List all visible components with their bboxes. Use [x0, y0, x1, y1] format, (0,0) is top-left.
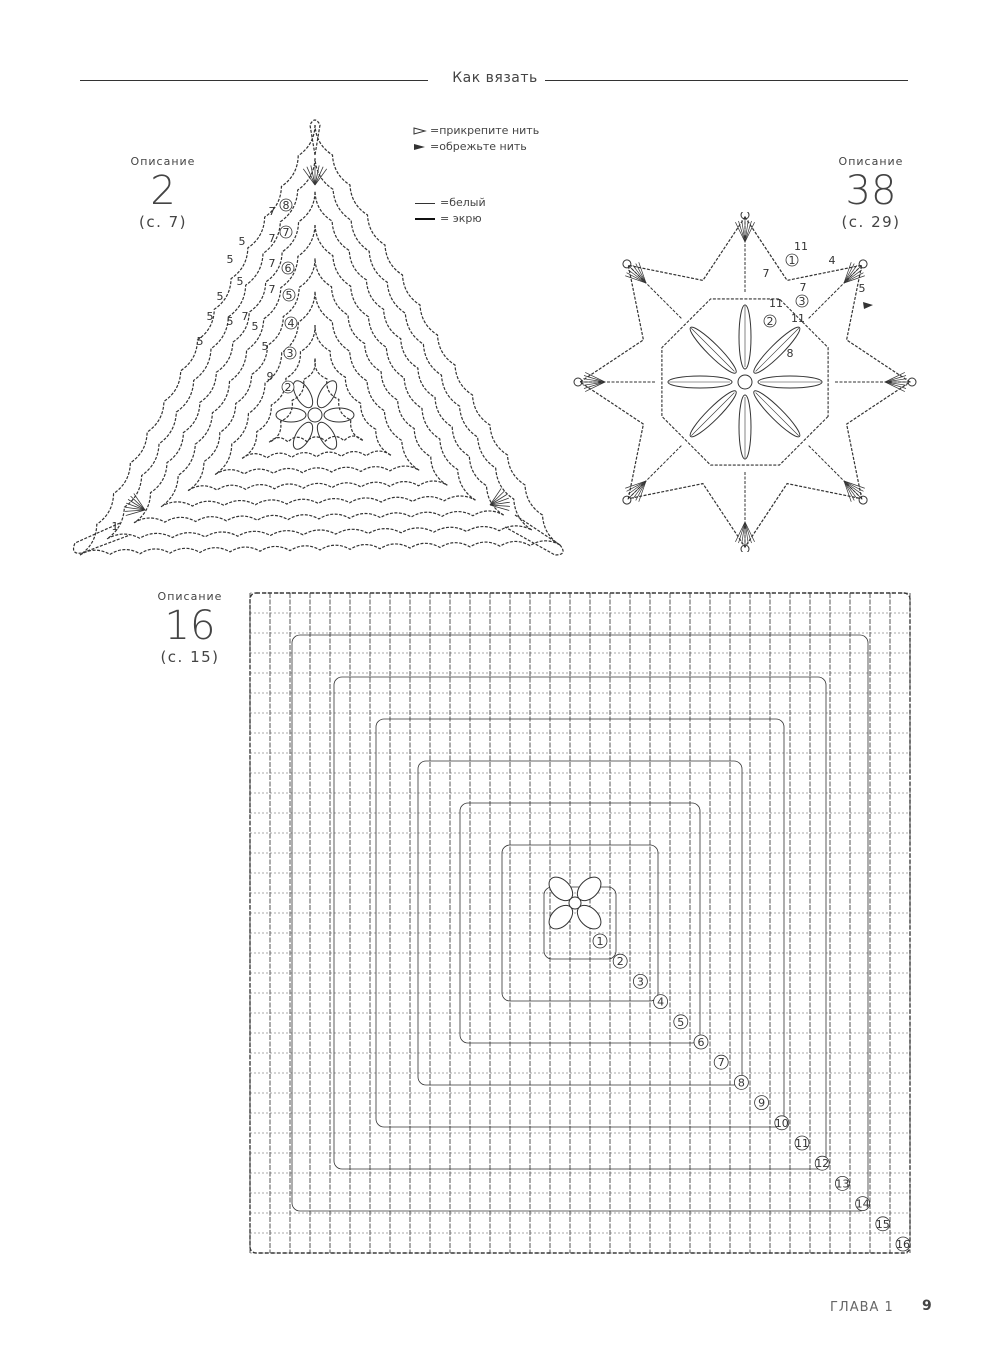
picot: [623, 496, 631, 504]
right-fan-stitches: [490, 488, 501, 505]
round-number: 7: [282, 226, 290, 239]
cut-thread-icon: [863, 302, 873, 309]
picot: [859, 260, 867, 268]
pattern-16-label: [145, 590, 235, 666]
description-caption: Описание: [157, 590, 223, 603]
inner-ring-edge: [107, 526, 532, 539]
pattern-number: 38: [845, 168, 897, 214]
inner-ring-edge: [215, 466, 419, 474]
row-number: 7: [799, 281, 807, 294]
round-number: 3: [636, 975, 644, 989]
row-number: 11: [791, 312, 805, 325]
page-reference: (с. 29): [841, 213, 901, 231]
left-chain-loop: [74, 523, 130, 553]
leaf-vein: [691, 328, 734, 371]
row-number: 7: [268, 257, 276, 270]
description-caption: Описание: [130, 155, 196, 168]
round-number: 3: [286, 347, 294, 360]
inner-ring-edge: [134, 511, 504, 523]
round-number: 13: [835, 1177, 850, 1191]
flower-petal: [324, 408, 354, 422]
description-caption: Описание: [838, 155, 904, 168]
round-number: 4: [657, 995, 665, 1009]
round-number: 2: [284, 381, 292, 394]
filet-frame: [334, 677, 826, 1169]
tip-fan-stitches: [745, 522, 752, 543]
picot: [859, 496, 867, 504]
tip-fan-stitches: [630, 267, 646, 283]
inner-ring-edge: [188, 258, 315, 490]
row-number: 7: [268, 283, 276, 296]
round-number: 15: [875, 1217, 890, 1231]
row-number: 7: [268, 232, 276, 245]
row-number: 8: [786, 347, 794, 360]
row-number: 11: [769, 297, 783, 310]
section-title: Как вязать: [452, 70, 538, 86]
page-reference: (с. 7): [138, 213, 188, 231]
square-border: [250, 593, 910, 1253]
header-rule-left: [80, 80, 428, 81]
tip-fan-stitches: [844, 481, 860, 497]
chapter-label: ГЛАВА 1: [830, 1300, 894, 1315]
round-number: 5: [285, 289, 293, 302]
row-number: 5: [236, 275, 244, 288]
tip-fan-stitches: [584, 375, 605, 382]
pattern-number: 16: [164, 603, 216, 649]
center-ring: [738, 375, 752, 389]
round-number: 3: [798, 295, 806, 308]
row-number: 5: [196, 335, 204, 348]
legend-attach-label: =прикрепите нить: [430, 124, 540, 137]
left-fan-stitches: [134, 493, 145, 510]
tip-fan-stitches: [738, 522, 745, 543]
inner-ring-edge: [161, 496, 475, 507]
round-number: 10: [774, 1116, 789, 1130]
legend-white-label: =белый: [440, 196, 486, 209]
round-number: 1: [788, 254, 796, 267]
round-number: 14: [855, 1197, 870, 1211]
row-number: 5: [226, 315, 234, 328]
round-number: 6: [284, 262, 292, 275]
page-reference: (с. 15): [160, 648, 220, 666]
row-number: 7: [268, 205, 276, 218]
inner-ring-edge: [107, 158, 315, 539]
flower-petal: [313, 419, 340, 452]
triangle-crochet-chart: [60, 115, 580, 575]
tip-fan-stitches: [738, 221, 745, 242]
star-crochet-chart: [570, 212, 920, 552]
triangle-edge-bottom: [80, 541, 560, 555]
square-crochet-chart: [245, 588, 915, 1260]
legend-cut-label: =обрежьте нить: [430, 140, 527, 153]
tip-fan-stitches: [844, 481, 862, 494]
leaf-vein: [691, 393, 734, 436]
row-number: 7: [241, 310, 249, 323]
tip-fan-stitches: [885, 382, 906, 389]
tip-fan-stitches: [630, 481, 646, 497]
legend-ecru-label: = экрю: [440, 212, 482, 225]
tip-fan-stitches: [885, 375, 906, 382]
flower-petal: [289, 419, 316, 452]
header-rule-right: [545, 80, 908, 81]
tip-fan-stitches: [844, 267, 860, 283]
tip-fan-stitches: [584, 382, 605, 389]
row-number: 7: [762, 267, 770, 280]
page-number: 9: [922, 1298, 932, 1314]
tip-fan-stitches: [745, 221, 752, 242]
filet-frame: [418, 761, 742, 1085]
pattern-number: 2: [150, 168, 176, 214]
tip-fan-stitches: [628, 481, 646, 494]
flower-petal: [289, 378, 316, 411]
round-number: 1: [596, 935, 604, 948]
picot: [623, 260, 631, 268]
round-number: 9: [758, 1096, 766, 1110]
inner-ring-edge: [269, 436, 363, 442]
row-number: 11: [794, 240, 808, 253]
inner-ring-edge: [188, 481, 447, 491]
flower-petal: [276, 408, 306, 422]
inner-ring-edge: [242, 451, 391, 458]
right-chain-loop: [505, 515, 563, 555]
round-number: 8: [737, 1076, 745, 1090]
leaf-vein: [756, 393, 799, 436]
row-number: 5: [261, 340, 269, 353]
round-number: 2: [616, 955, 624, 969]
row-number: 9: [266, 370, 274, 383]
triangle-edge-right: [315, 125, 560, 545]
round-number: 8: [282, 199, 290, 212]
row-number: 5: [858, 282, 866, 295]
row-number: 5: [226, 253, 234, 266]
row-number: 5: [206, 310, 214, 323]
round-number: 4: [287, 317, 295, 330]
round-number: 7: [717, 1056, 725, 1070]
row-number: 4: [828, 254, 836, 267]
row-number: 5: [216, 290, 224, 303]
round-number: 2: [766, 315, 774, 328]
inner-ring-edge: [315, 158, 532, 530]
row-number: 5: [238, 235, 246, 248]
row-number: 1: [111, 520, 119, 533]
round-number: 11: [795, 1137, 809, 1150]
round-number: 12: [815, 1157, 830, 1171]
round-number: 16: [896, 1238, 910, 1251]
round-number: 6: [697, 1036, 705, 1049]
round-number: 5: [677, 1015, 685, 1029]
row-number: 5: [251, 320, 259, 333]
center-ring: [308, 408, 322, 422]
